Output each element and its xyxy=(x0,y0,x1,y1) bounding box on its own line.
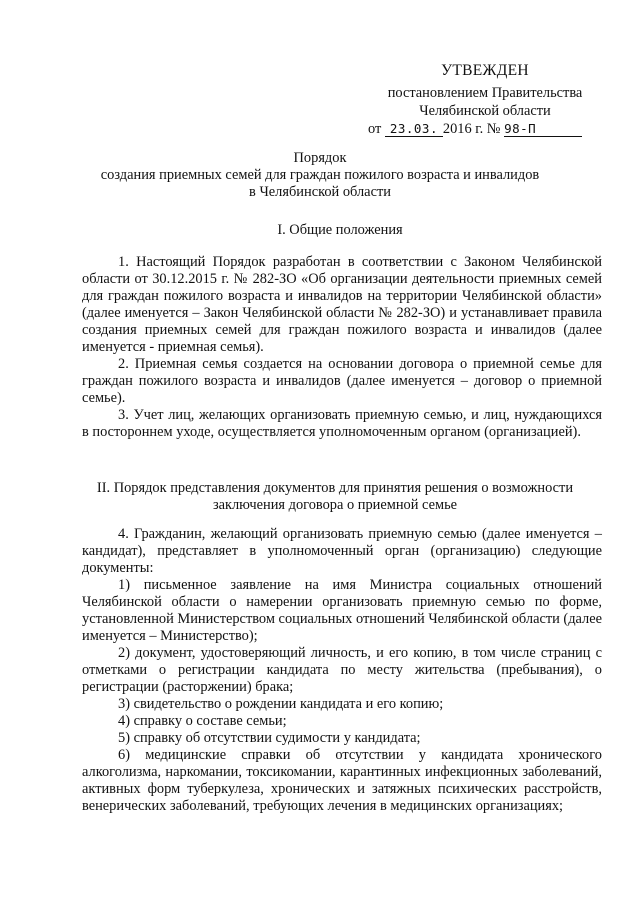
list-item: 1) письменное заявление на имя Министра социальных отношений Челябинской области о намерении организовать приемную семью по форме, установленной Министерством социальных отношений Челябинской области (далее именуется – Министерство); xyxy=(82,577,603,644)
approval-title: УТВЕЖДЕН xyxy=(441,62,529,79)
approval-from: от xyxy=(368,121,382,137)
list-item: 5) справку об отсутствии судимости у кандидата; xyxy=(118,730,421,746)
approval-line-1: постановлением Правительства xyxy=(387,85,583,101)
list-item: 6) медицинские справки об отсутствии у кандидата хронического алкоголизма, наркомании, токсикомании, карантинных инфекционных заболеваний, активных форм туберкулеза, хронических и затяжных психических расстройств, венерических заболеваний, требующих лечения в медицинских организациях; xyxy=(82,747,602,814)
paragraph: 1. Настоящий Порядок разработан в соответствии с Законом Челябинской области от 30.12.2015 г. № 282-ЗО «Об организации деятельности приемных семей для граждан пожилого возраста и инвалидов на территории Челябинской области» (далее именуется – Закон Челябинской области № 282-ЗО) и устанавливает правила создания приемных семей для граждан пожилого возраста и инвалидов (далее именуется - приемная семья). xyxy=(82,254,602,355)
approval-block xyxy=(360,62,610,138)
approval-date-line xyxy=(360,120,610,138)
list-item: 2) документ, удостоверяющий личность, и его копию, в том числе страниц с отметками о регистрации кандидата по месту жительства (пребывания), о регистрации (расторжении) брака; xyxy=(82,645,602,695)
section-1-heading: I. Общие положения xyxy=(277,222,403,238)
section-1-body xyxy=(82,254,602,441)
paragraph: 4. Гражданин, желающий организовать приемную семью (далее именуется – кандидат), представляет в уполномоченный орган (организацию) следующие документы: xyxy=(82,526,602,576)
approval-year: 2016 г. № xyxy=(442,121,501,137)
list-item: 4) справку о составе семьи; xyxy=(118,713,287,729)
section-2-body xyxy=(82,526,602,815)
approval-number: 98-П xyxy=(504,122,582,137)
approval-date: 23.03. xyxy=(385,122,443,137)
document-subtitle: создания приемных семей для граждан пожилого возраста и инвалидов в Челябинской области xyxy=(100,167,540,200)
paragraph: 2. Приемная семья создается на основании договора о приемной семье для граждан пожилого возраста и инвалидов (далее именуется – договор о приемной семье). xyxy=(82,356,602,406)
paragraph: 3. Учет лиц, желающих организовать приемную семью, и лиц, нуждающихся в постороннем уходе, осуществляется уполномоченным органом (организацией). xyxy=(82,407,602,440)
approval-line-2: Челябинской области xyxy=(419,103,551,119)
document-title: Порядок xyxy=(293,150,347,166)
document-title-block xyxy=(0,150,640,201)
list-item: 3) свидетельство о рождении кандидата и его копию; xyxy=(118,696,444,712)
section-2-heading: II. Порядок представления документов для принятия решения о возможности заключения договора о приемной семье xyxy=(96,480,574,513)
